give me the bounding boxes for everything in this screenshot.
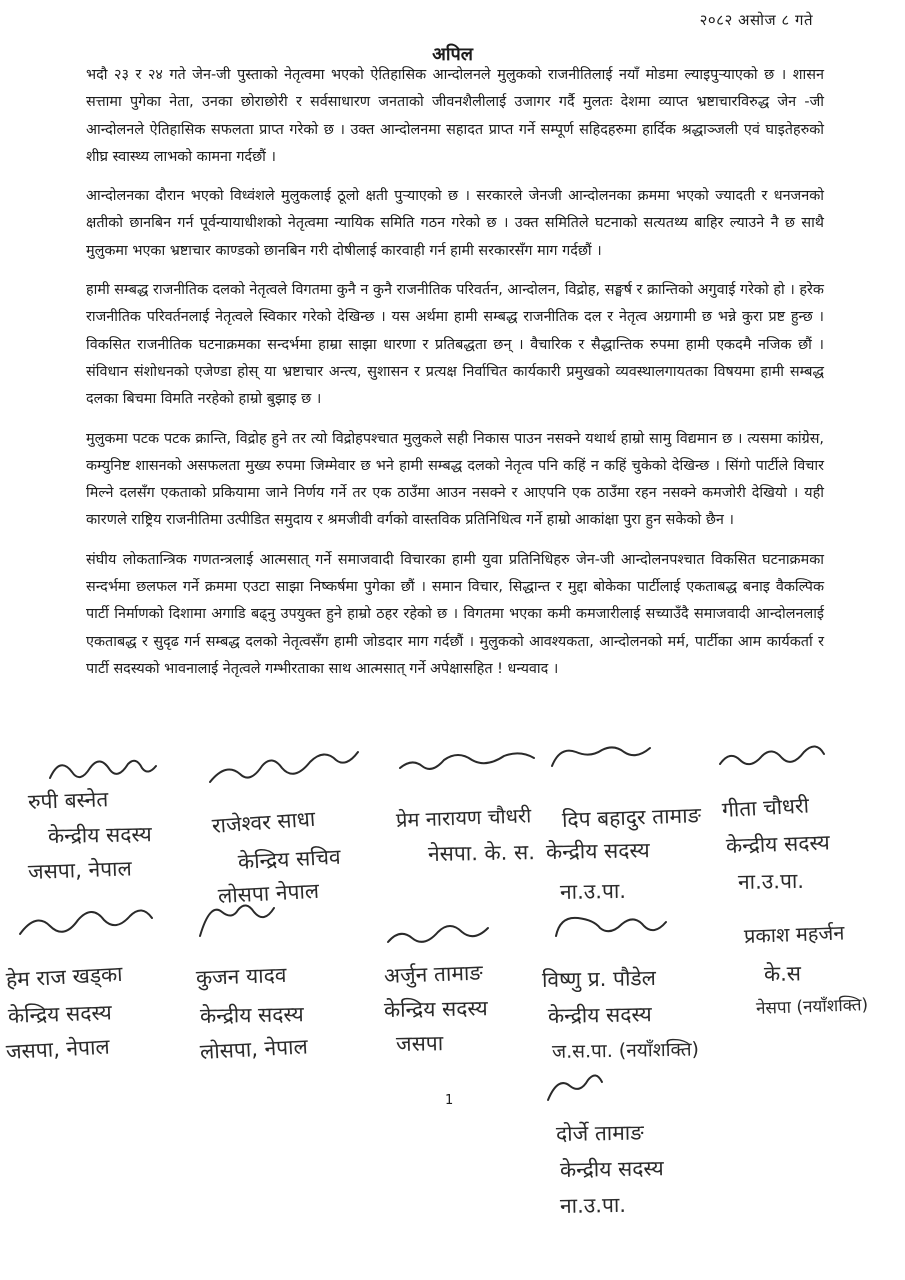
signatory-1-name: रुपी बस्नेत xyxy=(27,787,109,814)
signatory-1-party: जसपा, नेपाल xyxy=(27,856,133,884)
signatory-4-party: ना.उ.पा. xyxy=(559,878,627,904)
signatory-4-name: दिप बहादुर तामाङ xyxy=(561,803,702,832)
signatory-3-name: प्रेम नारायण चौधरी xyxy=(395,803,532,832)
signatory-7-name: कुजन यादव xyxy=(195,962,287,990)
signatory-9-role: केन्द्रीय सदस्य xyxy=(547,1002,652,1028)
signatory-8-role: केन्द्रिय सदस्य xyxy=(383,996,488,1022)
signatory-2-name: राजेश्वर साधा xyxy=(211,806,317,838)
signature-mark-4 xyxy=(552,747,650,766)
signatory-10-name: प्रकाश महर्जन xyxy=(743,920,845,948)
signature-mark-3 xyxy=(400,753,534,768)
signatory-5-name: गीता चौधरी xyxy=(721,793,810,822)
signatory-11-name: दोर्जे तामाङ xyxy=(555,1120,644,1146)
signature-mark-7 xyxy=(200,905,274,936)
signature-mark-2 xyxy=(210,752,358,782)
document-body xyxy=(86,62,824,695)
signatory-2-role: केन्द्रिय सचिव xyxy=(237,844,342,874)
signature-mark-1 xyxy=(50,761,156,778)
signatory-7-party: लोसपा, नेपाल xyxy=(199,1034,309,1064)
signatory-6-name: हेम राज खड्का xyxy=(5,961,124,992)
signatory-8-name: अर्जुन तामाङ xyxy=(383,960,484,988)
signatory-10-role: के.स xyxy=(763,961,802,986)
document-date: २०८२ असोज ८ गते xyxy=(699,11,813,29)
signature-block xyxy=(0,740,905,1260)
signatory-9-name: विष्णु प्र. पौडेल xyxy=(541,966,657,992)
paragraph-4: मुलुकमा पटक पटक क्रान्ति, विद्रोह हुने तर त्यो विद्रोहपश्चात मुलुकले सही निकास पाउन नसक्ने यथार्थ हाम्रो सामु विद्यमान छ । त्यसमा कांग्रेस, कम्युनिष्ट शासनको असफलता मुख्य रुपमा जिम्मेवार छ भने हामी सम्बद्ध दलको नेतृत्व पनि कहिं न कहिं चुकेको देखिन्छ । सिंगो पार्टीले विचार मिल्ने दलसँग एकताको प्रकियामा जाने निर्णय गर्ने तर एक ठाउँमा आउन नसक्ने र आएपनि एक ठाउँमा रहन नसक्ने कमजोरी देखियो । यही कारणले राष्ट्रिय राजनीतिमा उत्पीडित समुदाय र श्रमजीवी वर्गको वास्तविक प्रतिनिधित्व गर्ने हाम्रो आकांक्षा पुरा हुन सकेको छैन । xyxy=(86,430,824,529)
signatory-2-party: लोसपा नेपाल xyxy=(217,878,320,908)
document-title: अपिल xyxy=(432,44,473,65)
signature-mark-10 xyxy=(548,1075,602,1100)
paragraph-5: संघीय लोकतान्त्रिक गणतन्त्रलाई आत्मसात् गर्ने समाजवादी विचारका हामी युवा प्रतिनिधिहरु जेन-जी आन्दोलनपश्चात विकसित घटनाक्रमका सन्दर्भमा छलफल गर्ने क्रममा एउटा साझा निष्कर्षमा पुगेका छौं । समान विचार, सिद्धान्त र मुद्दा बोकेका पार्टीलाई एकताबद्ध बनाइ वैकल्पिक पार्टी निर्माणको दिशामा अगाडि बढ्नु उपयुक्त हुने हाम्रो ठहर रहेको छ । विगतमा भएका कमी कमजारीलाई सच्याउँदै समाजवादी आन्दोलनलाई एकताबद्ध र सुदृढ गर्न सम्बद्ध दलको नेतृत्वसँग हामी जोडदार माग गर्दछौं । मुलुकको आवश्यकता, आन्दोलनको मर्म, पार्टीका आम कार्यकर्ता र पार्टी सदस्यको भावनालाई नेतृत्वले गम्भीरताका साथ आत्मसात् गर्ने अपेक्षासहित ! धन्यवाद । xyxy=(86,551,824,677)
signatory-6-party: जसपा, नेपाल xyxy=(5,1034,111,1064)
signatory-9-party: ज.स.पा. (नयाँशक्ति) xyxy=(551,1038,700,1063)
signature-mark-9 xyxy=(556,918,666,936)
signatory-11-party: ना.उ.पा. xyxy=(559,1192,627,1218)
paragraph-1: भदौ २३ र २४ गते जेन-जी पुस्ताको नेतृत्वमा भएको ऐतिहासिक आन्दोलनले मुलुकको राजनीतिलाई नयाँ मोडमा ल्याइपुर्‍याएको छ । शासन सत्तामा पुगेका नेता, उनका छोराछोरी र सर्वसाधारण जनताको जीवनशैलीलाई उजागर गर्दै मुलतः देशमा व्याप्त भ्रष्टाचारविरुद्ध जेन -जी आन्दोलनले ऐतिहासिक सफलता प्राप्त गरेको छ । उक्त आन्दोलनमा सहादत प्राप्त गर्ने सम्पूर्ण सहिदहरुमा हार्दिक श्रद्धाञ्जली एवं घाइतेहरुको शीघ्र स्वास्थ्य लाभको कामना गर्दछौं । xyxy=(86,67,824,165)
paragraph-2: आन्दोलनका दौरान भएको विध्वंशले मुलुकलाई ठूलो क्षती पुर्‍याएको छ । सरकारले जेनजी आन्दोलनका क्रममा भएको ज्यादती र धनजनको क्षतीको छानबिन गर्न पूर्वन्यायाधीशको नेतृत्वमा न्यायिक समिति गठन गरेको छ । उक्त समितिले घटनाको सत्यतथ्य बाहिर ल्याउने नै छ साथै मुलुकमा भएका भ्रष्टाचार काण्डको छानबिन गरी दोषीलाई कारवाही गर्न हामी सरकारसँग माग गर्दछौं । xyxy=(86,188,824,259)
signatory-10-party: नेसपा (नयाँशक्ति) xyxy=(755,995,869,1019)
signatory-5-party: ना.उ.पा. xyxy=(737,868,805,894)
signatory-7-role: केन्द्रीय सदस्य xyxy=(199,1002,304,1028)
signatory-6-role: केन्द्रिय सदस्य xyxy=(7,1000,113,1028)
signatory-5-role: केन्द्रीय सदस्य xyxy=(725,830,831,858)
signature-mark-8 xyxy=(388,926,488,942)
signatory-1-role: केन्द्रीय सदस्य xyxy=(47,822,152,848)
signatory-4-role: केन्द्रीय सदस्य xyxy=(545,838,650,864)
signatory-11-role: केन्द्रीय सदस्य xyxy=(559,1156,664,1182)
signature-mark-6 xyxy=(20,910,152,934)
page-number: 1 xyxy=(445,1093,454,1108)
signatory-3-role: नेसपा. के. स. xyxy=(427,840,536,866)
paragraph-3: हामी सम्बद्ध राजनीतिक दलको नेतृत्वले विगतमा कुनै न कुनै राजनीतिक परिवर्तन, आन्दोलन, विद्रोह, सङ्घर्ष र क्रान्तिको अगुवाई गरेको हो । हरेक राजनीतिक परिवर्तनलाई नेतृत्वले स्विकार गरेको देखिन्छ । यस अर्थमा हामी सम्बद्ध राजनीतिक दल र नेतृत्व अग्रगामी छ भन्ने कुरा प्रष्ट हुन्छ । विकसित राजनीतिक घटनाक्रमका सन्दर्भमा हाम्रा साझा धारणा र प्रतिबद्धता छन् । वैचारिक र सैद्धान्तिक रुपमा हामी एकदमै नजिक छौं । संविधान संशोधनको एजेण्डा होस् या भ्रष्टाचार अन्त्य, सुशासन र प्रत्यक्ष निर्वाचित कार्यकारी प्रमुखको व्यवस्थालगायतका विषयमा हामी सम्बद्ध दलका बिचमा विमति नरहेको हाम्रो बुझाइ छ । xyxy=(86,282,824,408)
signatory-8-party: जसपा xyxy=(395,1031,444,1056)
signature-mark-5 xyxy=(720,746,824,764)
